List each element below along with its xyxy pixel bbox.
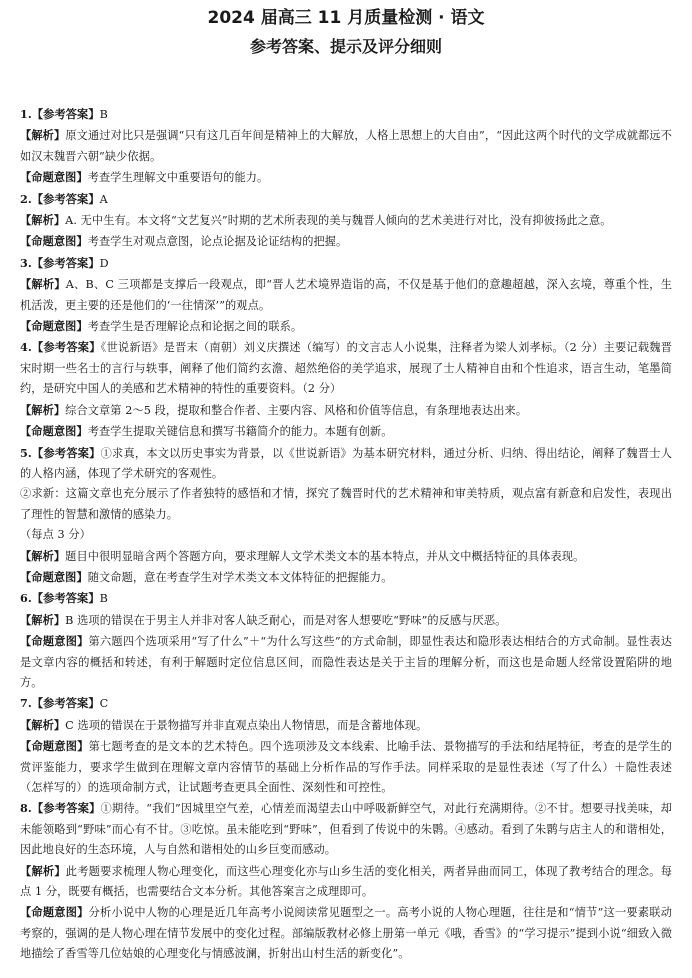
q5-score-note: （每点 3 分） [20,528,91,542]
q1-analysis: 【解析】原文通过对比只是强调“只有这几百年间是精神上的大解放，人格上思想上的大自由”，“因此这两个时代的文学成就都远不如汉末魏晋六朝”缺少依据。 [20,128,672,163]
q5-answer: 5.【参考答案】①求真，本文以历史事实为背景，以《世说新语》为基本研究材料，通过分析、归纳、得出结论，阐释了魏晋士人的人格内涵，体现了学术研究的客观性。 [20,445,672,480]
q3-intent: 【命题意图】考查学生是否理解论点和论据之间的联系。 [20,319,303,334]
q8-analysis: 【解析】此考题要求梳理人物心理变化，而这些心理变化亦与山乡生活的变化相关，两者异曲而同工，体现了教考结合的理念。每点 1 分，既要有概括，也需要结合文本分析。其他答案言之成理即可。 [20,863,672,899]
q7-analysis: 【解析】C 选项的错误在于景物描写并非直观点染出人物情思，而是含蓄地体现。 [20,717,428,732]
q3-answer: 3.【参考答案】D [20,255,109,270]
q1-answer: 1.【参考答案】B [20,107,108,121]
q5-answer-point-2: ②求新：这篇文章也充分展示了作者独特的感悟和才情，探究了魏晋时代的艺术精神和审美特质，观点富有新意和启发性，表现出了理性的智慧和激情的感染力。 [20,487,672,521]
q8-answer: 8.【参考答案】①期待。“我们”因城里空气差，心情差而渴望去山中呼吸新鲜空气，对此行充满期待。②不甘。想要寻找美味，却未能领略到“野味”而心有不甘。③吃惊。虽未能吃到“野味”，但看到了传说中的朱鹮。④感动。看到了朱鹮与店主人的和谐相处，因此地良好的生态环境，人与自然和谐相处的山乡巨变而感动。 [20,801,672,857]
q2-answer: 2.【参考答案】A [20,191,108,206]
q2-analysis: 【解析】A. 无中生有。本文将“文艺复兴”时期的艺术所表现的美与魏晋人倾向的艺术美进行对比，没有抑彼扬此之意。 [20,213,612,228]
q1-intent: 【命题意图】考查学生理解文中重要语句的能力。 [20,170,269,185]
page-subtitle: 参考答案、提示及评分细则 [249,37,442,56]
q4-intent: 【命题意图】考查学生提取关键信息和撰写书籍简介的能力。本题有创新。 [20,424,393,439]
page-title: 2024 届高三 11 月质量检测 · 语文 [207,8,485,28]
q6-answer: 6.【参考答案】B [20,591,108,606]
q4-answer: 4.【参考答案】《世说新语》是晋末（南朝）刘义庆撰述（编写）的文言志人小说集，注释者为梁人刘孝标。（2 分）主要记载魏晋宋时期一些名士的言行与轶事，阐释了他们简约玄澹、超然绝俗的美学追求，展现了士人精神自由和个性追求，语言生动，笔墨简约，是研究中国人的美感和艺术精神的特性的重要资料。（2 分） [20,340,672,396]
q7-intent: 【命题意图】第七题考查的是文本的艺术特色。四个选项涉及文本线索、比喻手法、景物描写的手法和结尾特征，考查的是学生的赏评鉴能力，要求学生做到在理解文章内容情节的基础上分析作品的写作手法。同样采取的是显性表述（写了什么）＋隐性表述（怎样写的）的选项命制方式，让试题考查更具全面性、深刻性和可控性。 [20,739,672,794]
q5-intent: 【命题意图】随文命题，意在考查学生对学术类文本文体特征的把握能力。 [20,569,393,584]
q5-analysis: 【解析】题目中很明显暗含两个答题方向，要求理解人文学术类文本的基本特点，并从文中概括特征的具体表现。 [20,548,585,563]
q7-answer: 7.【参考答案】C [20,696,109,711]
q2-intent: 【命题意图】考查学生对观点意图，论点论据及论证结构的把握。 [20,234,348,249]
q6-analysis: 【解析】B 选项的错误在于男主人并非对客人缺乏耐心，而是对客人想要吃“野味”的反感与厌恶。 [20,612,507,627]
q8-intent: 【命题意图】分析小说中人物的心理是近几年高考小说阅读常见题型之一。高考小说的人物心理题，往往是和“情节”这一要素联动考察的，强调的是人物心理在情节发展中的变化过程。部编版教材必修上册第一单元《哦，香雪》的“学习提示”提到小说“细致入微地描绘了香雪等几位姑娘的心理变化与情感波澜，折射出山村生活的新变化”。 [20,905,672,961]
q4-analysis: 【解析】综合文章第 2～5 段，提取和整合作者、主要内容、风格和价值等信息，有条理地表达出来。 [20,402,528,417]
answer-content [20,104,672,965]
q3-analysis: 【解析】A、B、C 三项都是支撑后一段观点，即“晋人艺术境界造诣的高，不仅是基于他们的意趣超越，深入玄境，尊重个性，生机活泼，更主要的还是他们的‘一往情深’”的观点。 [20,277,672,312]
q6-intent: 【命题意图】第六题四个选项采用“写了什么”＋“为什么写这些”的方式命制，即显性表达和隐形表达相结合的方式命制。显性表达是文章内容的概括和转述，有利于解题时定位信息区间，而隐性表达是关于主旨的理解分析，而这也是命题人经常设置陷阱的地方。 [20,634,672,689]
